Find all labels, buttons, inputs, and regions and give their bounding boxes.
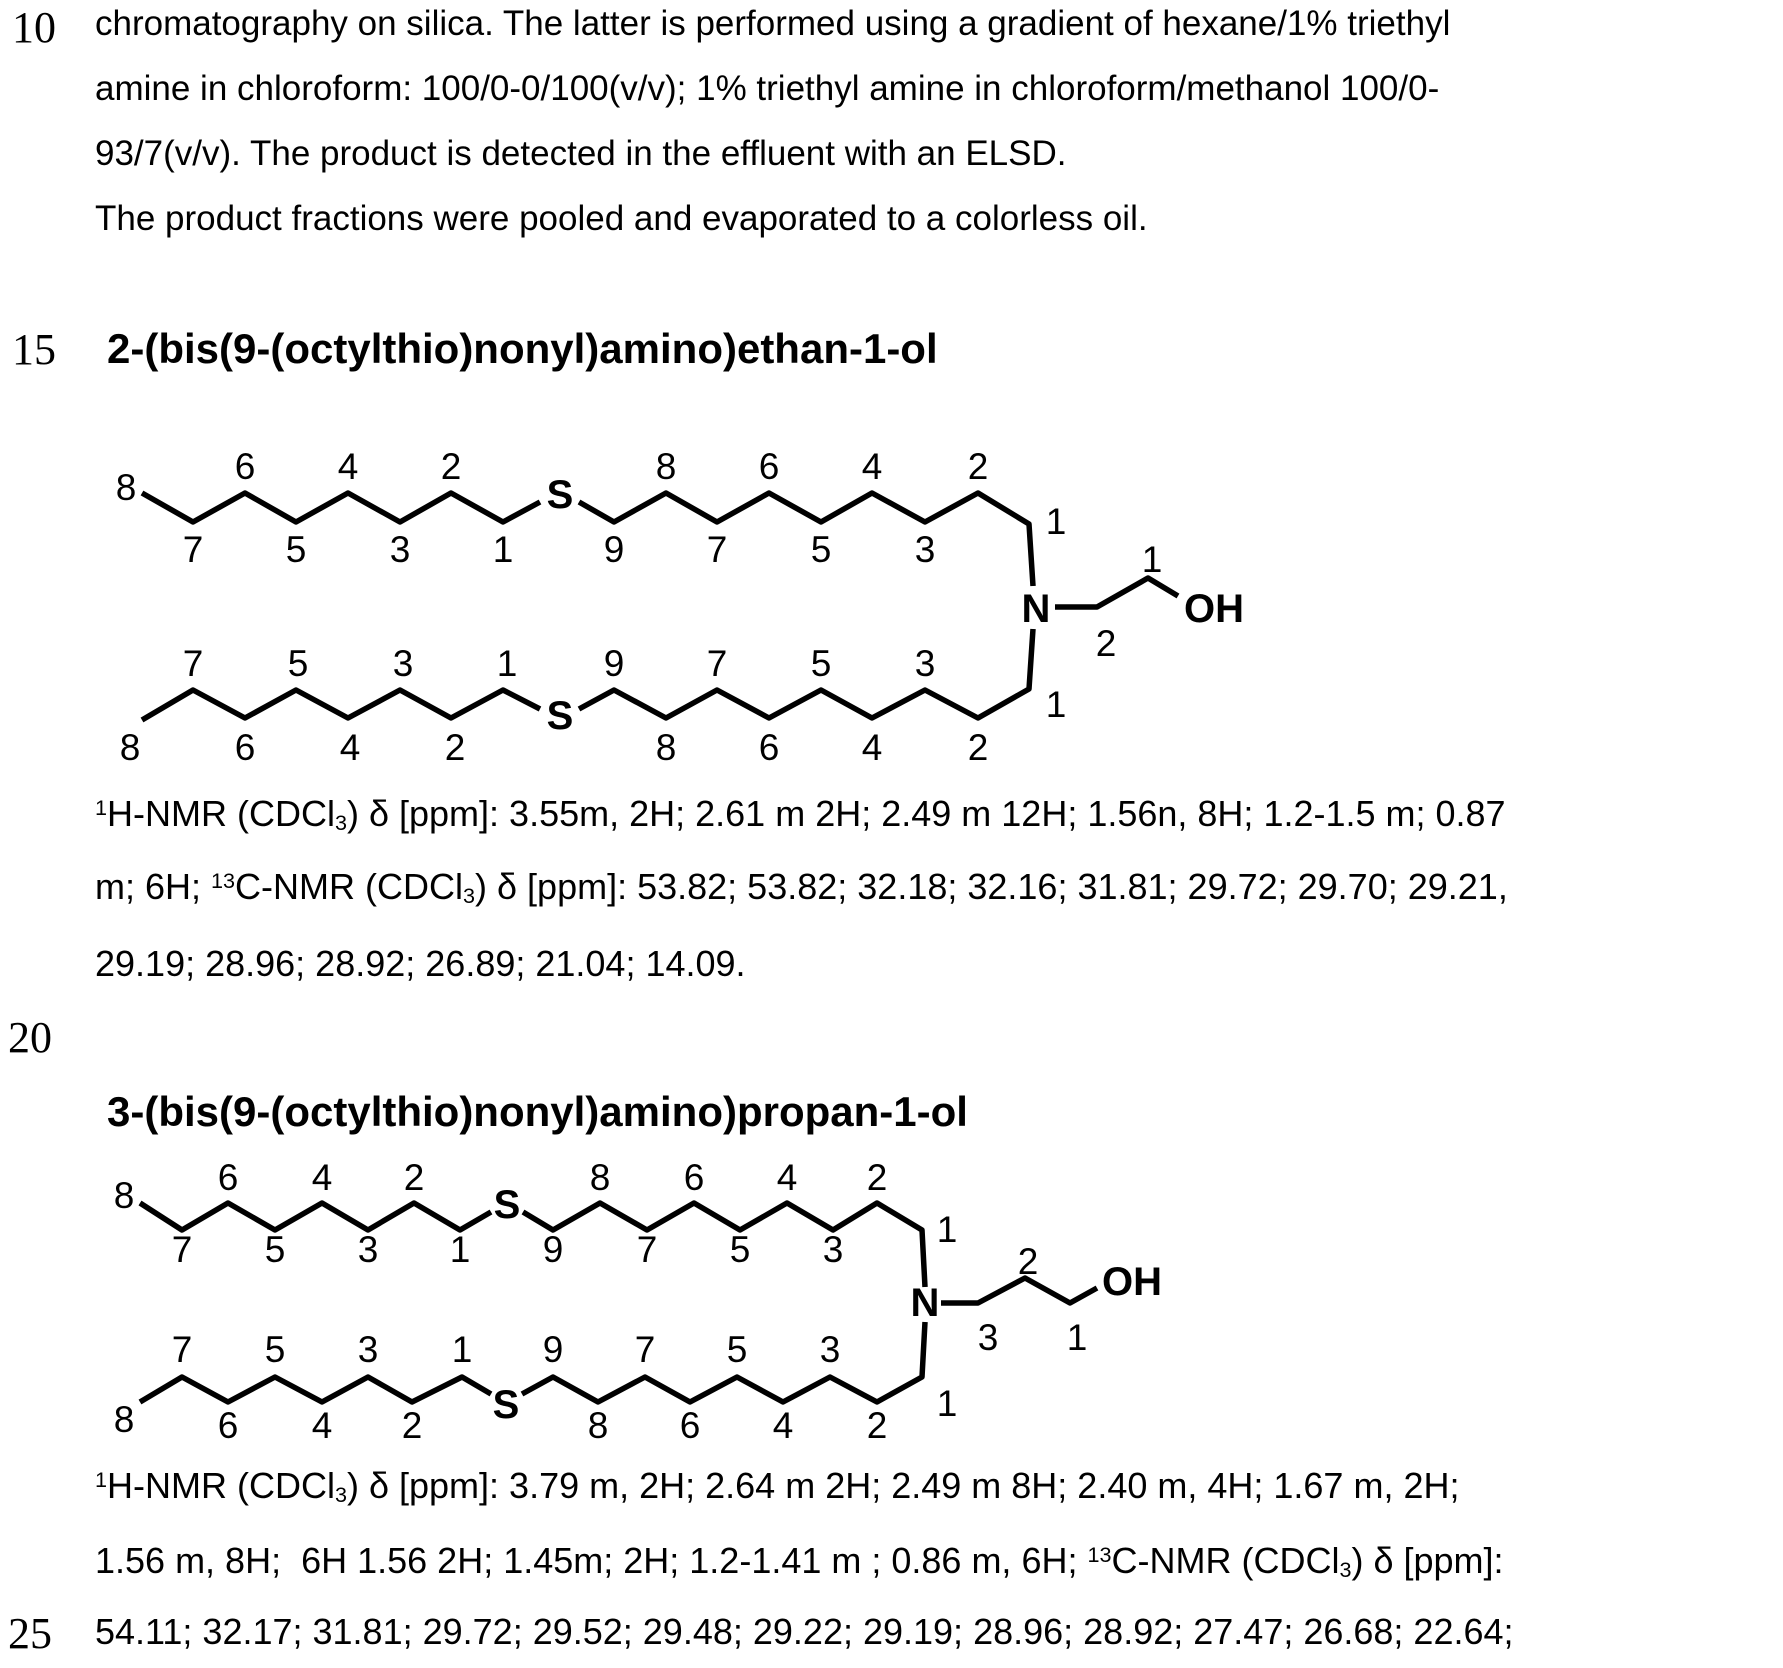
- nitrogen-atom-label: N: [1021, 587, 1051, 631]
- carbon-number-label: 4: [861, 446, 883, 487]
- carbon-number-label: 6: [234, 446, 256, 487]
- carbon-number-label: 8: [655, 727, 677, 768]
- paragraph-text-line: 93/7(v/v). The product is detected in the effluent with an ELSD.: [95, 134, 1067, 173]
- compound1-nmr-line: [95, 943, 746, 984]
- carbon-number-label: 9: [542, 1229, 564, 1270]
- paragraph-text-line: chromatography on silica. The latter is performed using a gradient of hexane/1% triethyl: [95, 4, 1451, 43]
- compound1-structure-drawing: [0, 440, 1783, 785]
- carbon-number-label: 8: [655, 446, 677, 487]
- carbon-number-label: 7: [706, 643, 728, 684]
- carbon-number-label: 5: [729, 1229, 751, 1270]
- carbon-number-label: 2: [967, 727, 989, 768]
- sulfur-atom-label: S: [546, 473, 574, 517]
- bond-line: [579, 629, 1033, 718]
- carbon-number-label: 3: [914, 529, 936, 570]
- carbon-number-label: 4: [776, 1160, 798, 1198]
- carbon-number-label: 7: [634, 1329, 656, 1370]
- carbon-number-label: 5: [264, 1329, 286, 1370]
- carbon-number-label: 5: [287, 643, 309, 684]
- carbon-number-label: 2: [401, 1405, 423, 1446]
- margin-line-number-15: 15: [12, 325, 56, 374]
- compound1-title: 2-(bis(9-(octylthio)nonyl)amino)ethan-1-ol: [107, 325, 938, 372]
- hydroxyl-group-label: OH: [1102, 1260, 1162, 1304]
- subscript-text: 3: [334, 1481, 347, 1507]
- hydroxyl-group-label: OH: [1184, 587, 1244, 631]
- bond-line: [140, 1377, 491, 1402]
- bond-line: [142, 690, 540, 720]
- carbon-number-label: 7: [171, 1329, 193, 1370]
- carbon-number-label: 2: [403, 1160, 425, 1198]
- text-segment: ) δ [ppm]: 53.82; 53.82; 32.18; 32.16; 31.81; 29.72; 29.70; 29.21,: [475, 866, 1508, 907]
- carbon-number-label: 9: [603, 643, 625, 684]
- carbon-number-label: 3: [389, 529, 411, 570]
- carbon-number-label: 7: [636, 1229, 658, 1270]
- carbon-number-label: 3: [357, 1329, 379, 1370]
- carbon-number-label: 6: [679, 1405, 701, 1446]
- carbon-number-label: 5: [285, 529, 307, 570]
- carbon-number-label: 2: [444, 727, 466, 768]
- bond-line: [142, 493, 540, 522]
- text-segment: H-NMR (CDCl: [107, 1465, 335, 1506]
- carbon-number-label: 4: [311, 1405, 333, 1446]
- carbon-number-label: 1: [936, 1383, 958, 1424]
- bond-line: [579, 493, 1033, 586]
- carbon-number-label: 1: [449, 1229, 471, 1270]
- carbon-number-label: 6: [758, 727, 780, 768]
- compound2-nmr-line: [95, 1465, 1460, 1507]
- carbon-number-label: 3: [357, 1229, 379, 1270]
- text-segment: ) δ [ppm]: 3.55m, 2H; 2.61 m 2H; 2.49 m 12H; 1.56n, 8H; 1.2-1.5 m; 0.87: [346, 793, 1506, 834]
- text-segment: H-NMR (CDCl: [107, 793, 335, 834]
- carbon-number-label: 1: [451, 1329, 473, 1370]
- margin-line-number-20: 20: [8, 1013, 52, 1062]
- compound2-structure-drawing: [0, 1160, 1783, 1470]
- superscript-text: 1: [95, 1467, 108, 1493]
- carbon-number-label: 4: [339, 727, 361, 768]
- carbon-number-label: 4: [337, 446, 359, 487]
- superscript-text: 13: [211, 868, 236, 894]
- margin-line-number-10: 10: [12, 3, 56, 52]
- carbon-number-label: 1: [1045, 684, 1067, 725]
- carbon-number-label: 5: [810, 529, 832, 570]
- text-segment: 54.11; 32.17; 31.81; 29.72; 29.52; 29.48; 29.22; 29.19; 28.96; 28.92; 27.47; 26.68; 22.64;: [95, 1611, 1514, 1652]
- carbon-number-label: 2: [1017, 1241, 1039, 1282]
- text-segment: ) δ [ppm]:: [1351, 1540, 1504, 1581]
- carbon-number-label: 8: [587, 1405, 609, 1446]
- carbon-number-label: 2: [866, 1160, 888, 1198]
- compound2-title: 3-(bis(9-(octylthio)nonyl)amino)propan-1-ol: [107, 1088, 968, 1135]
- sulfur-atom-label: S: [493, 1183, 521, 1227]
- carbon-number-label: 5: [264, 1229, 286, 1270]
- carbon-number-label: 6: [758, 446, 780, 487]
- carbon-number-label: 8: [113, 1399, 135, 1440]
- carbon-number-label: 7: [171, 1229, 193, 1270]
- carbon-number-label: 9: [603, 529, 625, 570]
- carbon-number-label: 1: [936, 1209, 958, 1250]
- nitrogen-atom-label: N: [910, 1281, 940, 1325]
- carbon-number-label: 2: [866, 1405, 888, 1446]
- carbon-number-label: 1: [492, 529, 514, 570]
- paragraph-text-line: amine in chloroform: 100/0-0/100(v/v); 1% triethyl amine in chloroform/methanol 100/0-: [95, 69, 1440, 108]
- carbon-number-label: 7: [182, 643, 204, 684]
- carbon-number-label: 1: [1045, 501, 1067, 542]
- sulfur-atom-label: S: [546, 694, 574, 738]
- subscript-text: 3: [334, 809, 347, 835]
- carbon-number-label: 8: [589, 1160, 611, 1198]
- carbon-number-label: 3: [977, 1317, 999, 1358]
- text-segment: 1.56 m, 8H; 6H 1.56 2H; 1.45m; 2H; 1.2-1.41 m ; 0.86 m, 6H;: [95, 1540, 1088, 1581]
- carbon-number-label: 5: [726, 1329, 748, 1370]
- text-segment: 29.19; 28.96; 28.92; 26.89; 21.04; 14.09.: [95, 943, 746, 984]
- carbon-number-label: 9: [542, 1329, 564, 1370]
- carbon-number-label: 3: [914, 643, 936, 684]
- carbon-number-label: 7: [706, 529, 728, 570]
- carbon-number-label: 1: [1066, 1317, 1088, 1358]
- compound2-nmr-line: [95, 1611, 1514, 1652]
- carbon-number-label: 2: [967, 446, 989, 487]
- carbon-number-label: 4: [311, 1160, 333, 1198]
- margin-line-number-25: 25: [8, 1609, 52, 1658]
- bond-line: [523, 1203, 925, 1287]
- sulfur-atom-label: S: [492, 1383, 520, 1427]
- subscript-text: 3: [1339, 1556, 1352, 1582]
- bond-line: [522, 1322, 925, 1402]
- carbon-number-label: 6: [683, 1160, 705, 1198]
- text-segment: C-NMR (CDCl: [235, 866, 463, 907]
- text-segment: C-NMR (CDCl: [1111, 1540, 1340, 1581]
- superscript-text: 13: [1087, 1542, 1112, 1568]
- compound1-nmr-line: [95, 793, 1506, 835]
- carbon-number-label: 5: [810, 643, 832, 684]
- bond-line: [1055, 578, 1178, 607]
- structure-ethanolamine-compound: [0, 440, 1783, 785]
- carbon-number-label: 1: [496, 643, 518, 684]
- paragraph-text-line: The product fractions were pooled and evaporated to a colorless oil.: [95, 199, 1148, 238]
- carbon-number-label: 4: [861, 727, 883, 768]
- text-segment: m; 6H;: [95, 866, 212, 907]
- carbon-number-label: 4: [772, 1405, 794, 1446]
- bond-line: [140, 1203, 491, 1230]
- carbon-number-label: 3: [392, 643, 414, 684]
- carbon-number-label: 6: [217, 1405, 239, 1446]
- compound2-nmr-line: [95, 1540, 1504, 1582]
- carbon-number-label: 8: [119, 727, 141, 768]
- carbon-number-label: 8: [113, 1175, 135, 1216]
- carbon-number-label: 3: [822, 1229, 844, 1270]
- carbon-number-label: 8: [115, 467, 137, 508]
- carbon-number-label: 1: [1141, 539, 1163, 580]
- text-segment: ) δ [ppm]: 3.79 m, 2H; 2.64 m 2H; 2.49 m 8H; 2.40 m, 4H; 1.67 m, 2H;: [346, 1465, 1460, 1506]
- carbon-number-label: 7: [182, 529, 204, 570]
- subscript-text: 3: [463, 882, 476, 908]
- structure-propanolamine-compound: [0, 1160, 1783, 1470]
- carbon-number-label: 2: [440, 446, 462, 487]
- superscript-text: 1: [95, 795, 108, 821]
- carbon-number-label: 3: [819, 1329, 841, 1370]
- carbon-number-label: 6: [217, 1160, 239, 1198]
- carbon-number-label: 6: [234, 727, 256, 768]
- compound1-nmr-line: [95, 866, 1508, 908]
- carbon-number-label: 2: [1095, 623, 1117, 664]
